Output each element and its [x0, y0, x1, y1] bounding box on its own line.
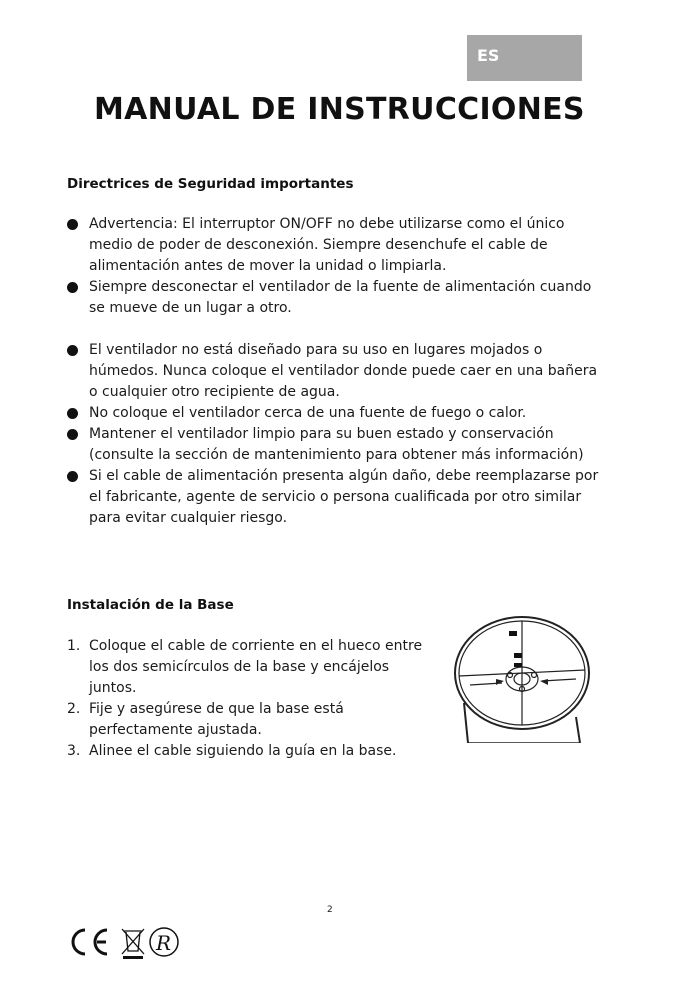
page-number: 2 [327, 905, 333, 915]
bullet-icon [67, 282, 78, 293]
step-item [67, 636, 437, 699]
bullet-icon [67, 345, 78, 356]
weee-bin-icon [122, 929, 144, 959]
safety-heading: Directrices de Seguridad importantes [67, 176, 354, 192]
bullet-icon [67, 219, 78, 230]
bullet-icon [67, 471, 78, 482]
step-number: 3. [67, 743, 81, 759]
certification-marks [67, 922, 187, 962]
safety-item-text: Mantener el ventilador limpio para su buen estado y conservación (consulte la sección de mantenimiento para obtener más información) [89, 426, 584, 463]
safety-item-text: Advertencia: El interruptor ON/OFF no debe utilizarse como el único medio de poder de desconexión. Siempre desenchufe el cable de alimentación antes de mover la unidad o limpiarla. [89, 216, 565, 274]
safety-item [67, 466, 607, 529]
step-item [67, 741, 437, 762]
installation-steps [67, 636, 437, 762]
step-text: Coloque el cable de corriente en el hueco entre los dos semicírculos de la base y encájelos juntos. [89, 638, 423, 696]
safety-list [67, 214, 607, 529]
safety-item [67, 403, 607, 424]
ce-mark-icon [73, 930, 107, 954]
rohs-r-icon [150, 928, 178, 956]
fan-base-illustration [450, 613, 600, 743]
rohs-mark-text: R [156, 931, 172, 955]
safety-item [67, 214, 607, 277]
step-number: 2. [67, 701, 81, 717]
base-heading: Instalación de la Base [67, 597, 234, 613]
safety-item-text: Siempre desconectar el ventilador de la fuente de alimentación cuando se mueve de un lugar a otro. [89, 279, 592, 316]
step-number: 1. [67, 638, 81, 654]
safety-item-text: Si el cable de alimentación presenta algún daño, debe reemplazarse por el fabricante, agente de servicio o persona cualificada por otro similar para evitar cualquier riesgo. [89, 468, 599, 526]
safety-item-text: El ventilador no está diseñado para su uso en lugares mojados o húmedos. Nunca coloque el ventilador donde puede caer en una bañera o cualquier otro recipiente de agua. [89, 342, 598, 400]
safety-item-text: No coloque el ventilador cerca de una fuente de fuego o calor. [89, 405, 527, 421]
step-text: Alinee el cable siguiendo la guía en la base. [89, 743, 397, 759]
bullet-icon [67, 408, 78, 419]
page-title: MANUAL DE INSTRUCCIONES [94, 92, 585, 127]
bullet-icon [67, 429, 78, 440]
step-text: Fije y asegúrese de que la base está perfectamente ajustada. [89, 701, 344, 738]
step-item [67, 699, 437, 741]
safety-item [67, 277, 607, 319]
safety-item [67, 424, 607, 466]
language-badge: ES [467, 35, 582, 81]
safety-item [67, 340, 607, 403]
